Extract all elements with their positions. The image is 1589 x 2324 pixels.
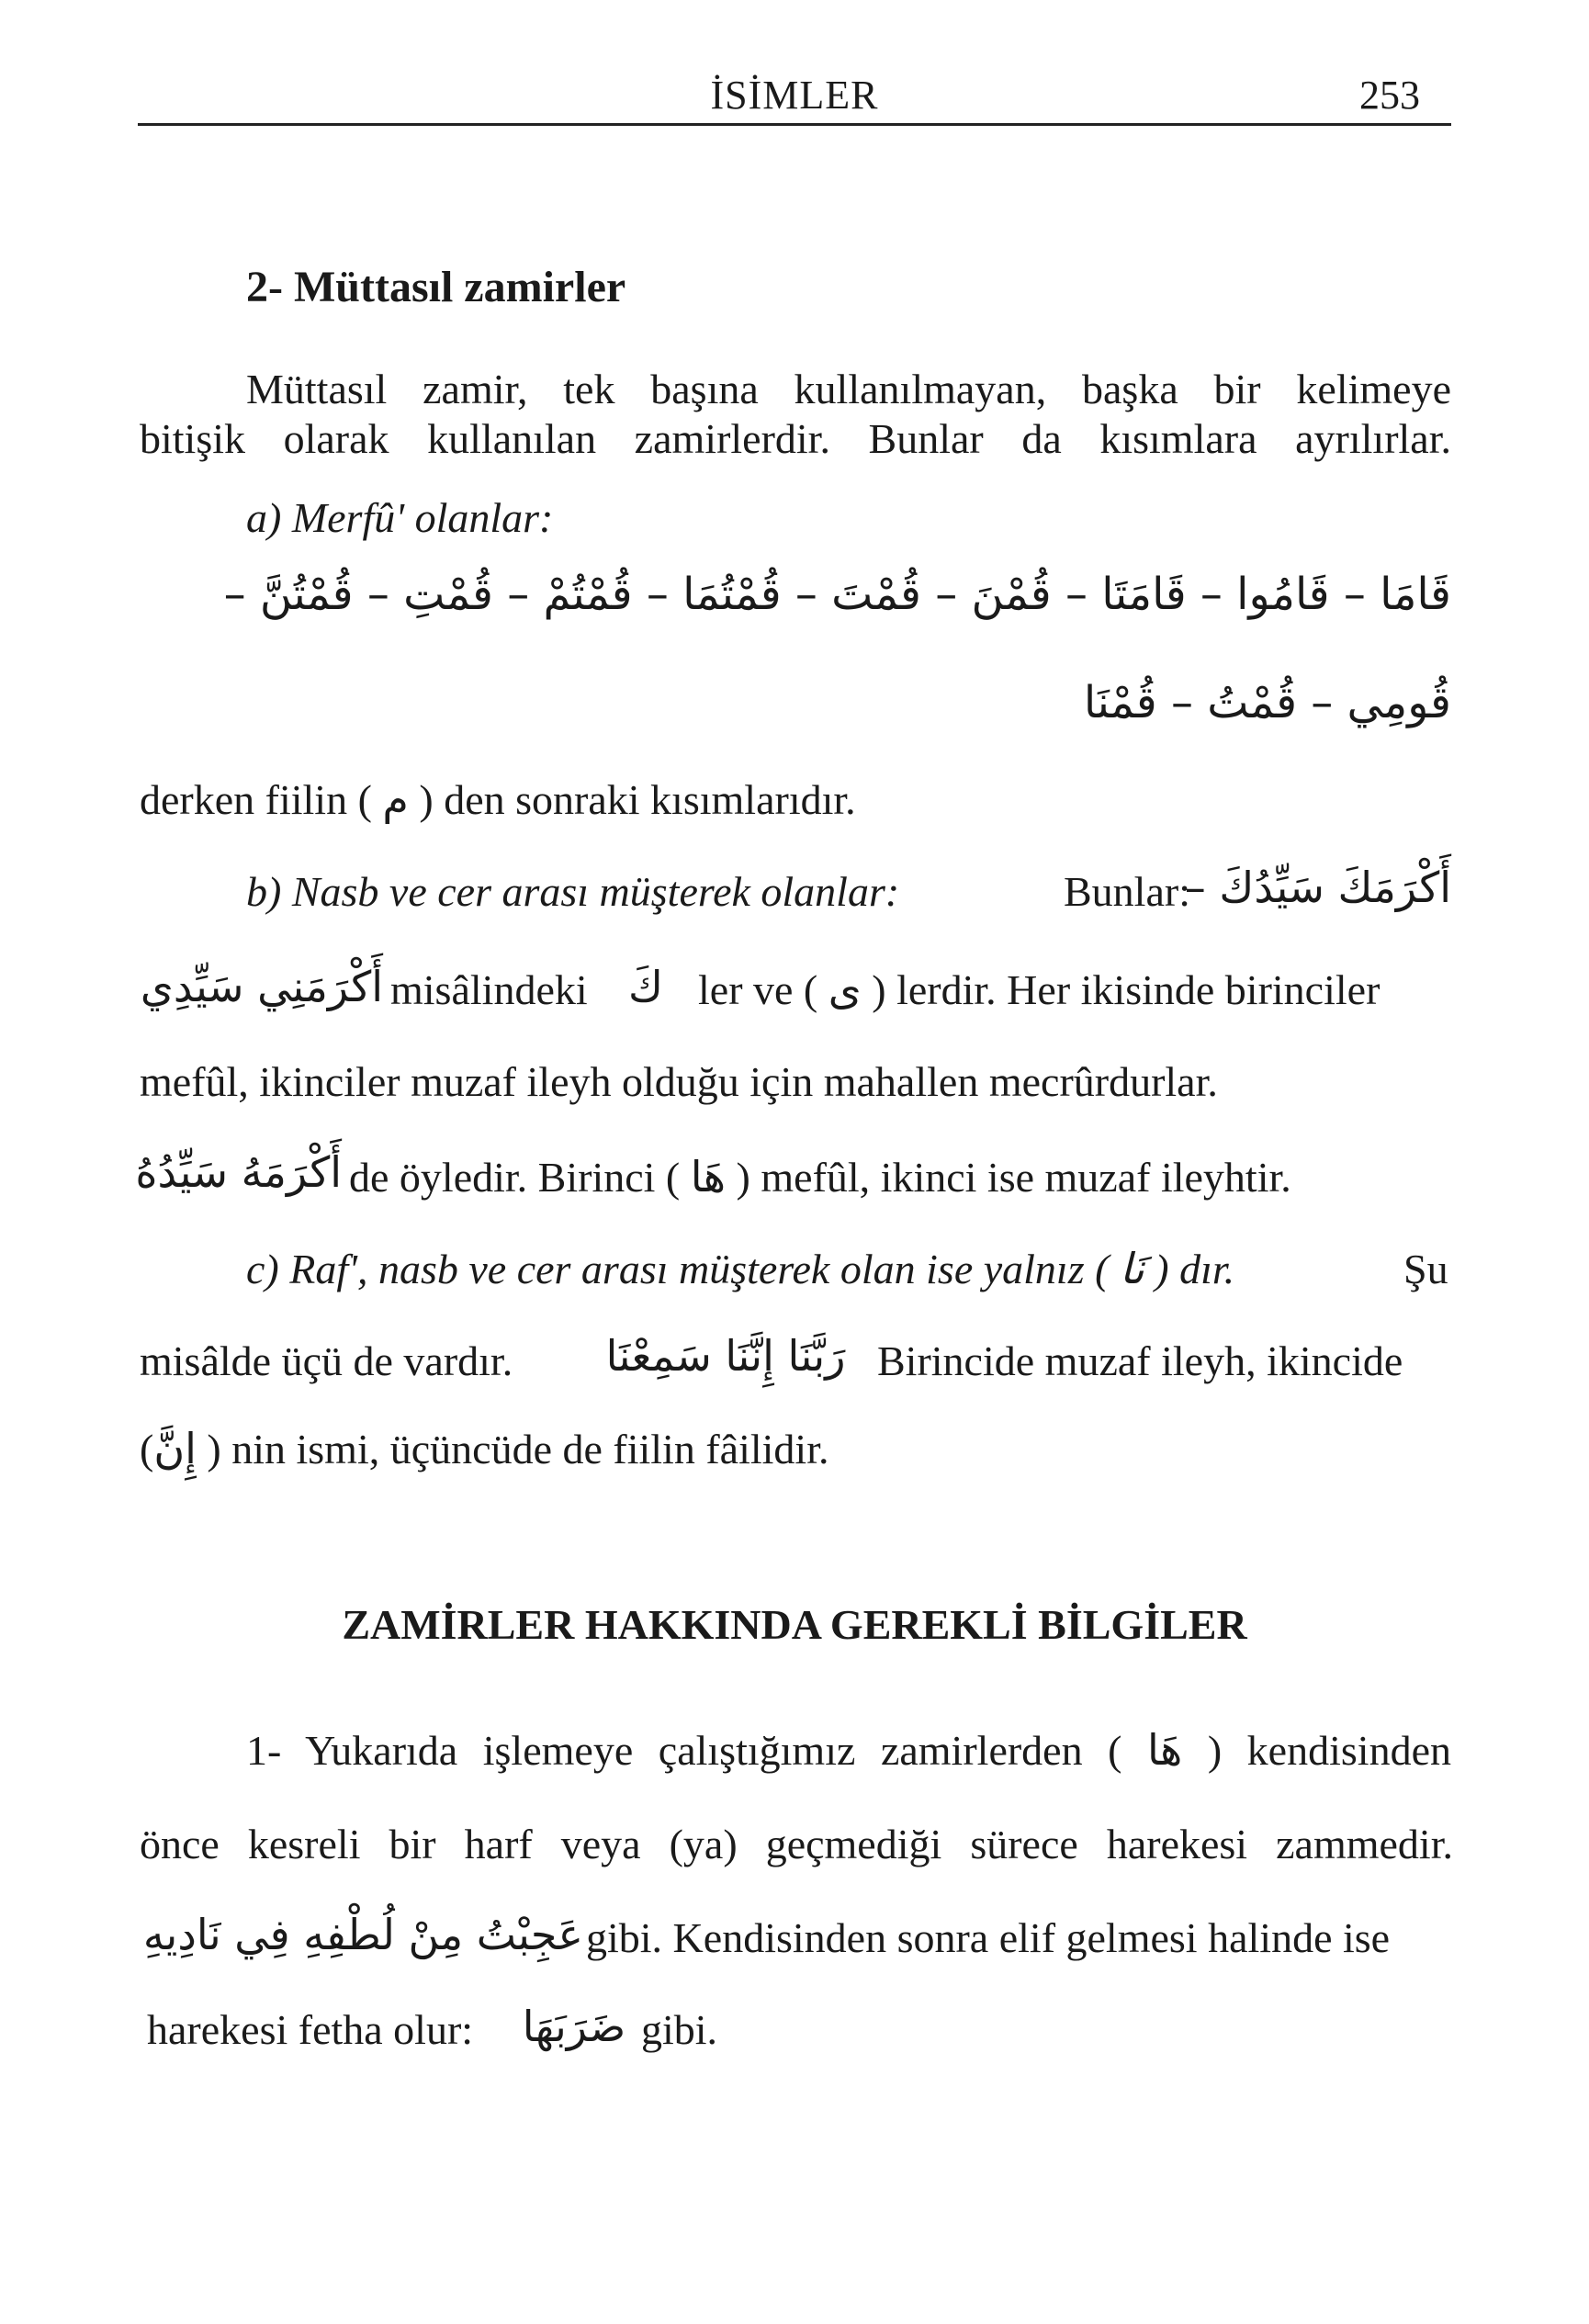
subsection-c-line2-a: misâlde üçü de vardır.	[140, 1337, 513, 1384]
subsection-c-line2-b: Birincide muzaf ileyh, ikincide	[877, 1337, 1403, 1384]
subsection-c-su: Şu	[1403, 1246, 1448, 1292]
arabic-example-c: رَبَّنَا إِنَّنَا سَمِعْنَا	[605, 1331, 846, 1381]
subsection-c-line3: (إِنَّ ) nin ismi, üçüncüde de fiilin fâilidir.	[140, 1426, 829, 1472]
intro-line-2: bitişik olarak kullanılan zamirlerdir. Bunlar da kısımlara ayrılırlar.	[140, 415, 1451, 462]
section-heading: 2- Müttasıl zamirler	[246, 263, 626, 311]
subsection-b-line2-a: misâlindeki	[390, 966, 588, 1013]
section-2-line-1: 1- Yukarıda işlemeye çalıştığımız zamirlerden ( هَا ) kendisinden	[246, 1727, 1451, 1774]
arabic-example-b1: أَكْرَمَكَ سَيِّدُكَ –	[1184, 863, 1451, 912]
subsection-b-bunlar: Bunlar:	[1064, 868, 1190, 915]
subsection-a-explanation: derken fiilin ( م ) den sonraki kısımlarıdır.	[140, 776, 856, 823]
section-2-line-2: önce kesreli bir harf veya (ya) geçmediği sürece harekesi zammedir.	[140, 1821, 1453, 1867]
running-header-title: İSİMLER	[710, 73, 879, 118]
arabic-example-2-2: ضَرَبَهَا	[522, 2002, 626, 2051]
subsection-b-line4: de öyledir. Birinci ( هَا ) mefûl, ikinci ise muzaf ileyhtir.	[349, 1154, 1291, 1201]
arabic-conjugation-row-2: قُومِي – قُمْتُ – قُمْنَا	[1083, 677, 1451, 728]
section-2-heading: ZAMİRLER HAKKINDA GEREKLİ BİLGİLER	[342, 1601, 1247, 1648]
arabic-conjugation-row-1: قَامَا – قَامُوا – قَامَتَا – قُمْنَ – قُمْتَ – قُمْتُمَا – قُمْتُمْ – قُمْتِ – قُمْتُنَّ –	[223, 569, 1451, 620]
section-2-line-3: gibi. Kendisinden sonra elif gelmesi halinde ise	[586, 1914, 1391, 1961]
subsection-b-line2-b: ler ve ( ى ) lerdir. Her ikisinde birinciler	[698, 966, 1381, 1013]
arabic-kaf: كَ	[628, 962, 663, 1011]
arabic-example-b3: أَكْرَمَهُ سَيِّدُهُ	[135, 1147, 342, 1197]
page-number: 253	[1359, 73, 1420, 118]
arabic-example-2-1: عَجِبْتُ مِنْ لُطْفِهِ فِي نَادِيهِ	[142, 1910, 583, 1959]
header-rule	[138, 123, 1451, 126]
intro-line-1: Müttasıl zamir, tek başına kullanılmayan, başka bir kelimeye	[246, 366, 1451, 412]
section-2-line-4-b: gibi.	[641, 2006, 718, 2053]
subsection-c-label: c) Raf', nasb ve cer arası müşterek olan ise yalnız ( نَا ) dır.	[246, 1246, 1235, 1292]
subsection-a-label: a) Merfû' olanlar:	[246, 494, 554, 541]
subsection-b-line3: mefûl, ikinciler muzaf ileyh olduğu için mahallen mecrûrdurlar.	[140, 1058, 1218, 1105]
arabic-example-b2: أَكْرَمَنِي سَيِّدِي	[140, 962, 383, 1011]
subsection-b-label: b) Nasb ve cer arası müşterek olanlar:	[246, 868, 900, 915]
section-2-line-4-a: harekesi fetha olur:	[147, 2006, 474, 2053]
